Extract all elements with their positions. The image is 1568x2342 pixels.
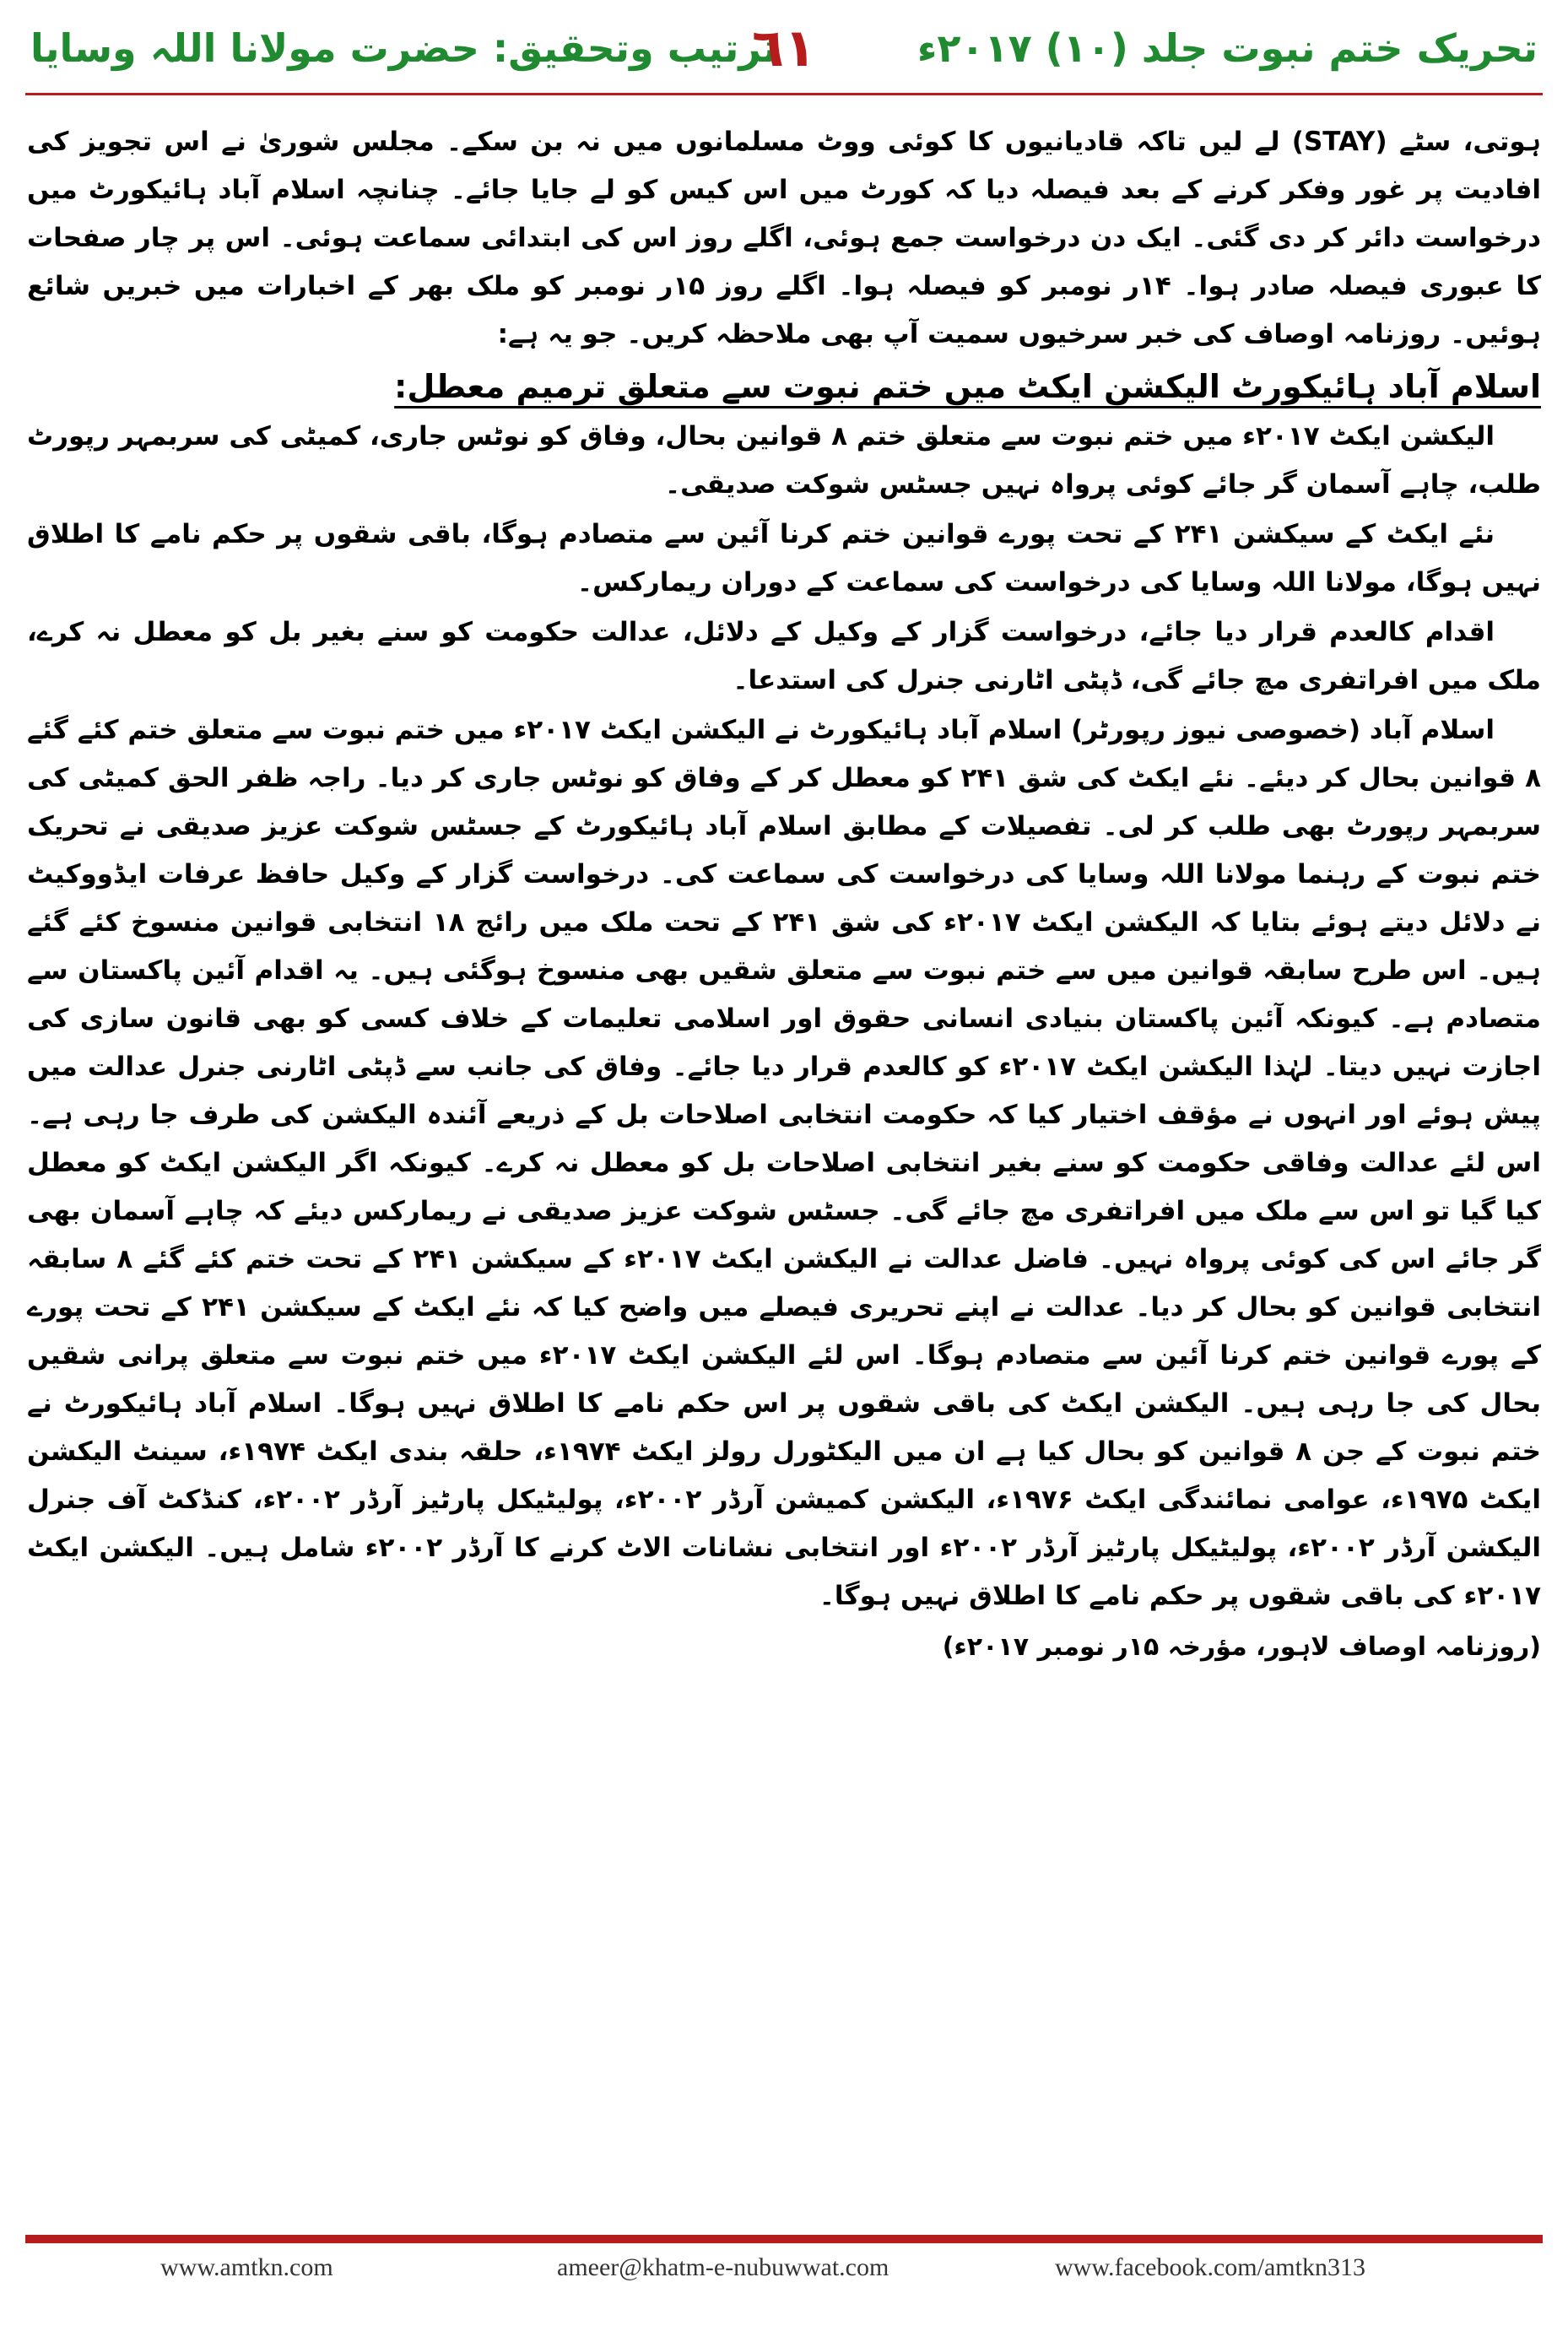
footer-divider — [25, 2235, 1543, 2243]
facebook-link[interactable]: www.facebook.com/amtkn313 — [1055, 2253, 1365, 2281]
intro-paragraph: ہوتی، سٹے (STAY) لے لیں تاکہ قادیانیوں کا کوئی ووٹ مسلمانوں میں نہ بن سکے۔ مجلس شوریٰ نے اس تجویز کی افادیت پر غور وفکر کرنے کے بعد فیصلہ دیا کہ کورٹ میں اس کیس کو لے جایا جائے۔ چنانچہ اسلام آباد ہائیکورٹ میں درخواست دائر کر دی گئی۔ ایک دن درخواست جمع ہوئی، اگلے روز اس کی ابتدائی سماعت ہوئی۔ اس پر چار صفحات کا عبوری فیصلہ صادر ہوا۔ ۱۴ر نومبر کو فیصلہ ہوا۔ اگلے روز ۱۵ر نومبر کو ملک بھر کے اخبارات میں خبریں شائع ہوئیں۔ روزنامہ اوصاف کی خبر سرخیوں سمیت آپ بھی ملاحظہ کریں۔ جو یہ ہے: — [27, 127, 1541, 349]
website-link[interactable]: www.amtkn.com — [160, 2253, 333, 2281]
subheadline-2: نئے ایکٹ کے سیکشن ۲۴۱ کے تحت پورے قوانین ختم کرنا آئین سے متصادم ہوگا، باقی شقوں پر حکم نامے کا اطلاق نہیں ہوگا، مولانا اللہ وسایا کی درخواست کی سماعت کے دوران ریمارکس۔ — [27, 519, 1541, 598]
email-link[interactable]: ameer@khatm-e-nubuwwat.com — [557, 2253, 889, 2281]
source-citation: (روزنامہ اوصاف لاہور، مؤرخہ ۱۵ر نومبر ۲۰۱۷ء) — [942, 1632, 1541, 1662]
book-title: تحریک ختم نبوت جلد (۱۰) ۲۰۱۷ء — [916, 25, 1538, 71]
header-divider — [25, 93, 1543, 95]
news-headline: اسلام آباد ہائیکورٹ الیکشن ایکٹ میں ختم نبوت سے متعلق ترمیم معطل: — [394, 368, 1541, 405]
page-header — [0, 0, 1568, 101]
editor-credit: ترتیب وتحقیق: حضرت مولانا اللہ وسایا — [30, 25, 778, 71]
news-report: اسلام آباد (خصوصی نیوز رپورٹر) اسلام آباد ہائیکورٹ نے الیکشن ایکٹ ۲۰۱۷ء میں ختم نبوت سے متعلق ختم کئے گئے ۸ قوانین بحال کر دیئے۔ نئے ایکٹ کی شق ۲۴۱ کو معطل کر کے وفاق کو نوٹس جاری کر دیا۔ راجہ ظفر الحق کمیٹی کی سربمہر رپورٹ بھی طلب کر لی۔ تفصیلات کے مطابق اسلام آباد ہائیکورٹ کے جسٹس شوکت عزیز صدیقی نے تحریک ختم نبوت کے رہنما مولانا اللہ وسایا کی درخواست کی سماعت کی۔ درخواست گزار کے وکیل حافظ عرفات ایڈووکیٹ نے دلائل دیتے ہوئے بتایا کہ الیکشن ایکٹ ۲۰۱۷ء کی شق ۲۴۱ کے تحت ملک میں رائج ۱۸ انتخابی قوانین منسوخ کئے گئے ہیں۔ اس طرح سابقہ قوانین میں سے ختم نبوت سے متعلق شقیں بھی منسوخ ہوگئی ہیں۔ یہ اقدام آئین پاکستان سے متصادم ہے۔ کیونکہ آئین پاکستان بنیادی انسانی حقوق اور اسلامی تعلیمات کے خلاف کسی کو بھی قانون سازی کی اجازت نہیں دیتا۔ لہٰذا الیکشن ایکٹ ۲۰۱۷ء کو کالعدم قرار دیا جائے۔ وفاق کی جانب سے ڈپٹی اٹارنی جنرل عدالت میں پیش ہوئے اور انہوں نے مؤقف اختیار کیا کہ حکومت انتخابی اصلاحات بل کے ذریعے آئندہ الیکشن کی طرف جا رہی ہے۔ اس لئے عدالت وفاقی حکومت کو سنے بغیر انتخابی اصلاحات بل کو معطل نہ کرے۔ کیونکہ اگر الیکشن ایکٹ کو معطل کیا گیا تو اس سے ملک میں افراتفری مچ جائے گی۔ جسٹس شوکت عزیز صدیقی نے ریمارکس دیئے کہ چاہے آسمان بھی گر جائے اس کی کوئی پرواہ نہیں۔ فاضل عدالت نے الیکشن ایکٹ ۲۰۱۷ء کے سیکشن ۲۴۱ کے تحت ختم کئے گئے ۸ سابقہ انتخابی قوانین کو بحال کر دیا۔ عدالت نے اپنے تحریری فیصلے میں واضح کیا کہ نئے ایکٹ کے سیکشن ۲۴۱ کے تحت پورے کے پورے قوانین ختم کرنا آئین سے متصادم ہوگا۔ اس لئے الیکشن ایکٹ ۲۰۱۷ء میں ختم نبوت سے متعلق پرانی شقیں بحال کی جا رہی ہیں۔ الیکشن ایکٹ کی باقی شقوں پر اس حکم نامے کا اطلاق نہیں ہوگا۔ اسلام آباد ہائیکورٹ نے ختم نبوت کے جن ۸ قوانین کو بحال کیا ہے ان میں الیکٹورل رولز ایکٹ ۱۹۷۴ء، حلقہ بندی ایکٹ ۱۹۷۴ء، سینٹ الیکشن ایکٹ ۱۹۷۵ء، عوامی نمائندگی ایکٹ ۱۹۷۶ء، الیکشن کمیشن آرڈر ۲۰۰۲ء، پولیٹیکل پارٹیز آرڈر ۲۰۰۲ء، کنڈکٹ آف جنرل الیکشن آرڈر ۲۰۰۲ء، پولیٹیکل پارٹیز آرڈر ۲۰۰۲ء اور انتخابی نشانات الاٹ کرنے کا آرڈر ۲۰۰۲ء شامل ہیں۔ الیکشن ایکٹ ۲۰۱۷ء کی باقی شقوں پر حکم نامے کا اطلاق نہیں ہوگا۔ — [27, 715, 1542, 1611]
page-footer — [0, 2220, 1568, 2342]
subheadline-1: الیکشن ایکٹ ۲۰۱۷ء میں ختم نبوت سے متعلق ختم ۸ قوانین بحال، وفاق کو نوٹس جاری، کمیٹی کی سربمہر رپورٹ طلب، چاہے آسمان گر جائے کوئی پرواہ نہیں جسٹس شوکت صدیقی۔ — [27, 421, 1541, 500]
page-number: ٦١ — [752, 17, 816, 78]
article-body — [27, 118, 1541, 1673]
subheadline-3: اقدام کالعدم قرار دیا جائے، درخواست گزار کے وکیل کے دلائل، عدالت حکومت کو سنے بغیر بل کو معطل نہ کرے، ملک میں افراتفری مچ جائے گی، ڈپٹی اٹارنی جنرل کی استدعا۔ — [27, 617, 1541, 695]
